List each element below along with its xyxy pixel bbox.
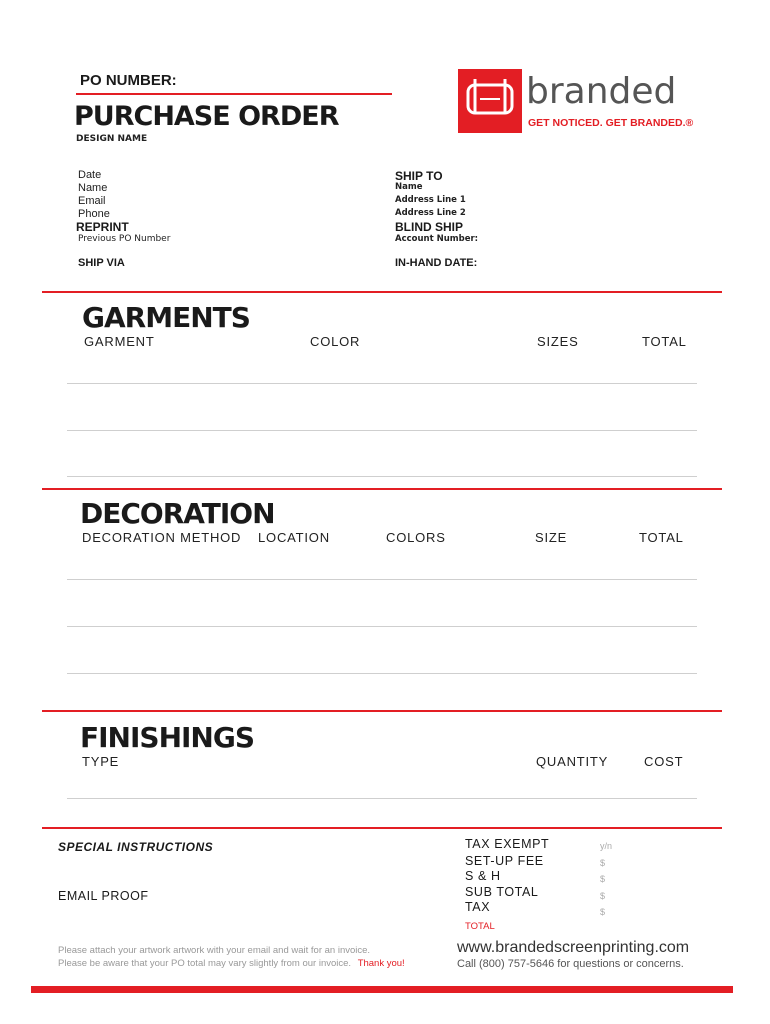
decoration-row-line[interactable] [67,673,697,674]
shipping-value[interactable]: $ [600,874,606,884]
previous-po-label: Previous PO Number [78,234,171,244]
garments-col-color: COLOR [310,334,361,349]
account-number-label: Account Number: [395,234,479,244]
decoration-col-colors: COLORS [386,530,446,545]
ship-to-address-2: Address Line 2 [395,208,466,218]
customer-fields [78,169,110,221]
garments-row-line[interactable] [67,383,697,384]
ship-to-name: Name [395,182,423,192]
finishings-divider [42,710,722,712]
footer-note [58,944,405,970]
totals-labels [465,837,549,916]
footer-note-line-1: Please attach your artwork artwork with your email and wait for an invoice. [58,945,371,956]
decoration-col-total: TOTAL [639,530,684,545]
sub-total-label: SUB TOTAL [465,884,539,899]
phone-field-label: Phone [78,208,110,220]
logo-wordmark: branded [526,71,677,112]
tax-value[interactable]: $ [600,907,606,917]
decoration-col-method: DECORATION METHOD [82,530,242,545]
ship-to-lines [395,181,466,220]
decoration-col-location: LOCATION [258,530,330,545]
tax-exempt-value[interactable]: y/n [600,841,613,851]
finishings-col-quantity: QUANTITY [536,754,609,769]
email-proof-label: EMAIL PROOF [58,889,149,903]
decoration-col-size: SIZE [535,530,568,545]
decoration-divider [42,488,722,490]
name-field-label: Name [78,182,108,194]
shipping-label: S & H [465,869,501,883]
finishings-col-type: TYPE [82,754,120,769]
blind-ship-label: BLIND SHIP [395,220,464,234]
finishings-col-cost: COST [644,754,684,769]
brand-logo [458,69,698,135]
garments-row-line[interactable] [67,430,697,431]
sub-total-value[interactable]: $ [600,890,606,901]
garments-col-sizes: SIZES [537,334,579,349]
setup-fee-value[interactable]: $ [600,857,606,868]
totals-values [600,838,612,921]
decoration-row-line[interactable] [67,579,697,580]
design-name-label: DESIGN NAME [76,134,148,144]
reprint-label: REPRINT [76,220,129,234]
garments-row-line[interactable] [67,476,697,477]
summary-divider [42,827,722,829]
ship-via-label: SHIP VIA [78,257,125,269]
page-title: PURCHASE ORDER [74,101,339,132]
garments-col-total: TOTAL [642,334,687,349]
finishings-title: FINISHINGS [80,721,254,754]
date-field-label: Date [78,169,102,181]
website-link[interactable]: www.brandedscreenprinting.com [457,939,690,956]
tax-exempt-label: TAX EXEMPT [465,837,550,851]
ship-to-address-1: Address Line 1 [395,195,466,205]
ship-to-label: SHIP TO [395,169,443,183]
phone-line: Call (800) 757-5646 for questions or concerns. [457,958,684,970]
garments-title: GARMENTS [82,301,250,334]
total-label: TOTAL [465,921,495,932]
thank-you-text: Thank you! [357,958,405,969]
footer-red-bar [31,986,733,993]
footer-note-line-2: Please be aware that your PO total may vary slightly from our invoice. [58,958,352,969]
po-number-label: PO NUMBER: [80,72,177,89]
finishings-row-line[interactable] [67,798,697,799]
special-instructions-label: SPECIAL INSTRUCTIONS [58,840,214,854]
setup-fee-label: SET-UP FEE [465,853,544,868]
decoration-title: DECORATION [80,497,275,530]
logo-mark-icon [458,69,522,133]
garments-divider [42,291,722,293]
logo-tagline: GET NOTICED. GET BRANDED.® [528,117,694,129]
email-field-label: Email [78,195,106,207]
decoration-row-line[interactable] [67,626,697,627]
garments-col-garment: GARMENT [84,334,155,349]
po-number-underline [76,93,392,95]
tax-label: TAX [465,900,491,914]
in-hand-date-label: IN-HAND DATE: [395,257,478,269]
